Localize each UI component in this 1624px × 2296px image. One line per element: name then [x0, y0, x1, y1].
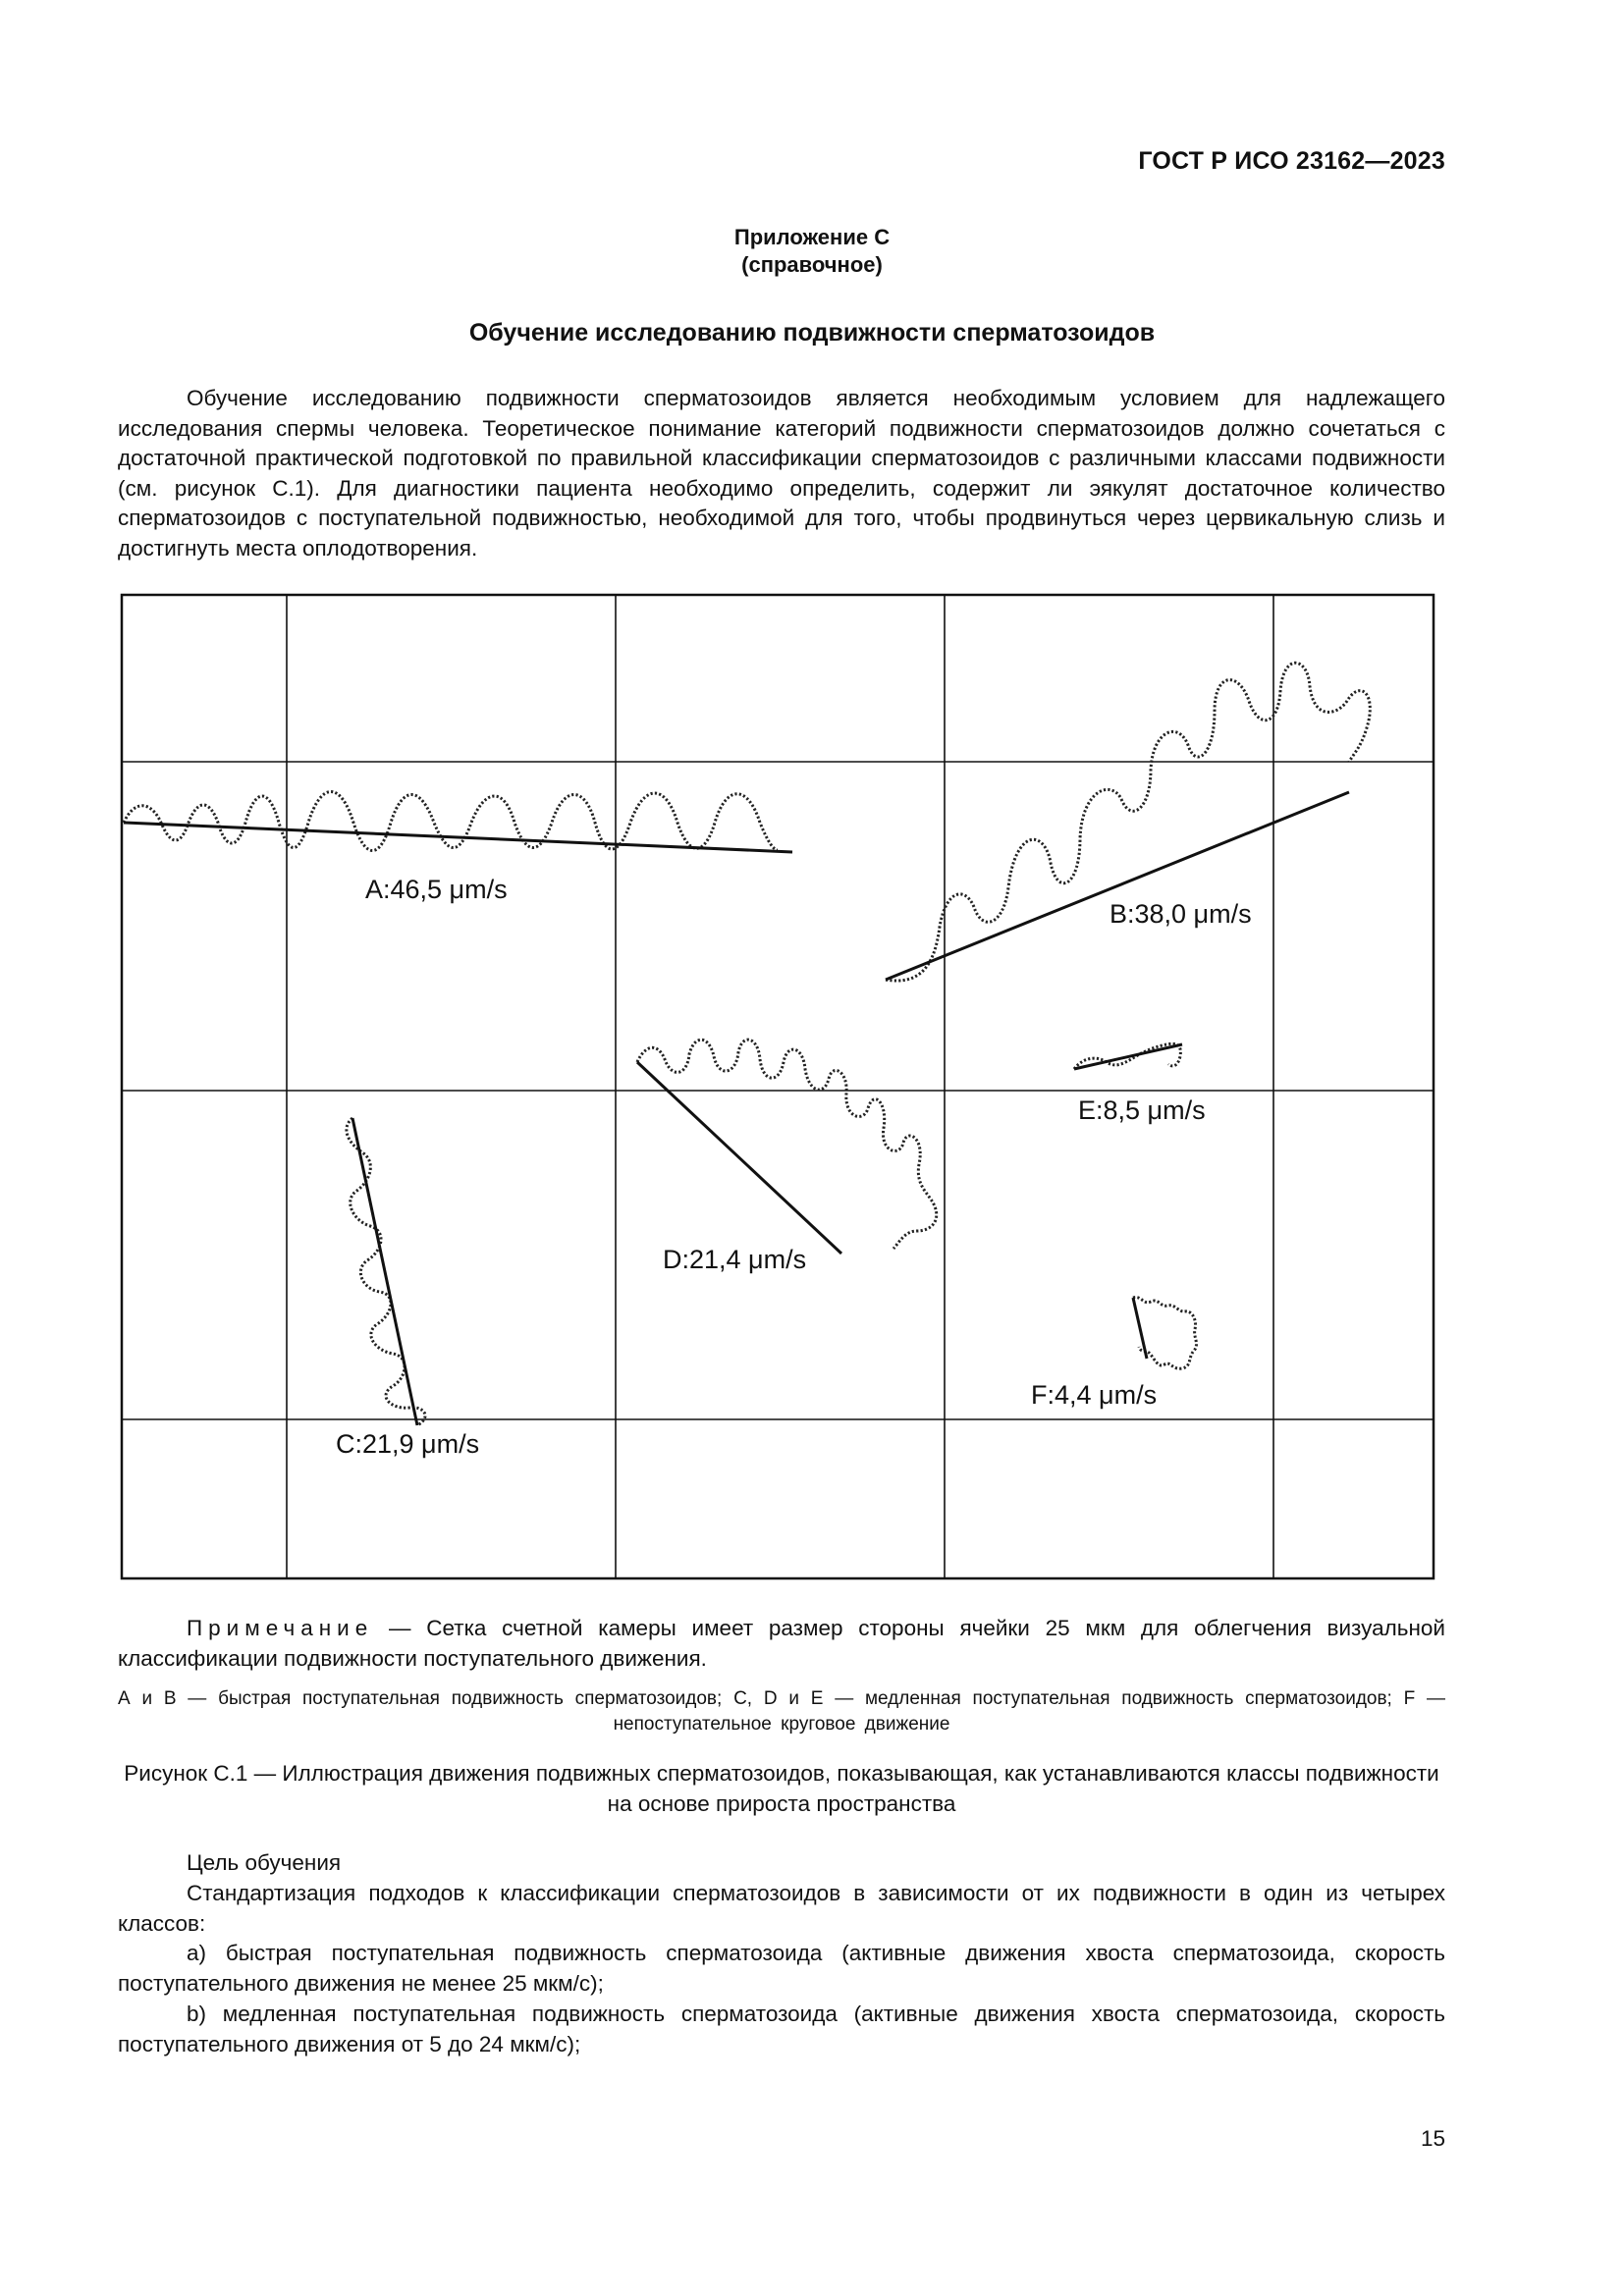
track-b-path	[886, 663, 1370, 981]
note-text: — Сетка счетной камеры имеет размер стороны ячейки 25 мкм для облегчения визуальной классификации подвижности поступательного движения.	[118, 1616, 1445, 1671]
label-track-c: C:21,9 μm/s	[336, 1429, 480, 1459]
training-item-b: b) медленная поступательная подвижность сперматозоида (активные движения хвоста сперматозоида, скорость поступательного движения от 5 до 24 мкм/с);	[118, 2001, 1445, 2056]
document-header: ГОСТ Р ИСО 23162—2023	[1138, 147, 1445, 175]
track-f-path	[1133, 1297, 1196, 1368]
label-track-e: E:8,5 μm/s	[1078, 1095, 1206, 1125]
appendix-heading	[0, 224, 1624, 279]
label-track-d: D:21,4 μm/s	[663, 1245, 807, 1274]
appendix-title: Приложение С	[733, 225, 891, 249]
label-track-b: B:38,0 μm/s	[1110, 899, 1252, 929]
track-c-line	[352, 1118, 417, 1425]
label-track-a: A:46,5 μm/s	[365, 875, 508, 904]
figure-note	[118, 1614, 1445, 1674]
track-b-line	[886, 792, 1349, 980]
label-track-f: F:4,4 μm/s	[1031, 1380, 1158, 1410]
training-text: Стандартизация подходов к классификации сперматозоидов в зависимости от их подвижности в один из четырех классов:	[118, 1880, 1445, 1936]
track-d-path	[637, 1040, 937, 1249]
motility-grid-svg	[120, 593, 1435, 1580]
figure-legend: А и В — быстрая поступательная подвижность сперматозоидов; C, D и E — медленная поступательная подвижность сперматозоидов; F — непоступательное круговое движение	[118, 1688, 1445, 1735]
motility-figure	[120, 593, 1435, 1580]
appendix-subtitle: (справочное)	[741, 252, 883, 277]
page-number: 15	[1420, 2126, 1445, 2151]
training-heading: Цель обучения	[187, 1850, 342, 1875]
track-e-line	[1074, 1044, 1182, 1069]
section-title: Обучение исследованию подвижности сперматозоидов	[468, 319, 1156, 347]
training-item-a: a) быстрая поступательная подвижность сперматозоида (активные движения хвоста сперматозоида, скорость поступательного движения не менее 25 мкм/с);	[118, 1941, 1445, 1997]
intro-paragraph: Обучение исследованию подвижности сперматозоидов является необходимым условием для надлежащего исследования спермы человека. Теоретическое понимание категорий подвижности сперматозоидов должно сочетаться с достаточной практической подготовкой по правильной классификации сперматозоидов с различными классами подвижности (см. рисунок С.1). Для диагностики пациента необходимо определить, содержит ли эякулят достаточное количество сперматозоидов с поступательной подвижностью, необходимой для того, чтобы продвинуться через цервикальную слизь и достигнуть места оплодотворения.	[118, 386, 1445, 561]
figure-caption: Рисунок С.1 — Иллюстрация движения подвижных сперматозоидов, показывающая, как устанавливаются классы подвижности на основе прироста пространства	[124, 1761, 1439, 1816]
grid-lines	[122, 595, 1434, 1578]
track-a-path	[124, 792, 778, 851]
note-label: Примечание	[187, 1616, 374, 1640]
training-section	[118, 1848, 1445, 2060]
grid-border	[122, 595, 1434, 1578]
